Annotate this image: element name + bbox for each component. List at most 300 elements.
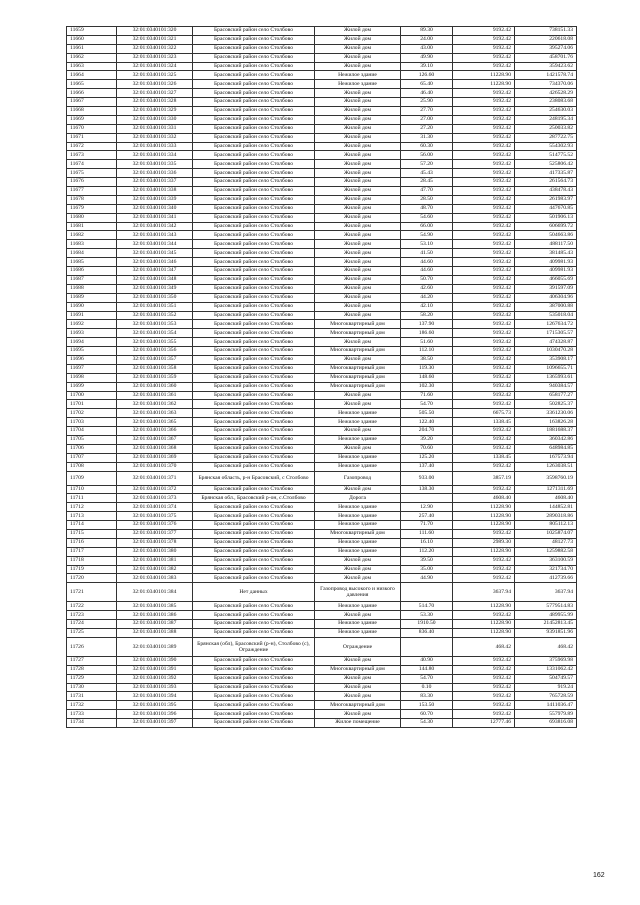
area-cell: 56.00 (401, 151, 453, 160)
area-cell: 35.00 (401, 565, 453, 574)
row-number-cell: 11663 (67, 62, 117, 71)
cadastral-number-cell: 32:01:0340101:326 (117, 80, 193, 89)
cadastral-value-cell: 504663.86 (515, 231, 577, 240)
cadastral-value-cell: 387000.88 (515, 302, 577, 311)
page-number: 162 (593, 872, 605, 879)
object-type-cell: Жилой дом (315, 151, 401, 160)
table-row (67, 453, 577, 462)
object-type-cell: Многоквартирный дом (315, 701, 401, 710)
area-cell: 0.10 (401, 683, 453, 692)
cadastral-number-cell: 32:01:0340101:370 (117, 462, 193, 471)
unit-value-cell: 11228.90 (453, 602, 515, 611)
cadastral-value-cell: 438478.43 (515, 187, 577, 196)
address-cell: Брасовский район село Столбово (193, 710, 315, 719)
table-row (67, 151, 577, 160)
unit-value-cell: 3637.94 (453, 583, 515, 602)
row-number-cell: 11710 (67, 485, 117, 494)
object-type-cell: Жилой дом (315, 169, 401, 178)
unit-value-cell: 9192.42 (453, 267, 515, 276)
object-type-cell: Жилой дом (315, 89, 401, 98)
cadastral-value-cell: 238083.68 (515, 98, 577, 107)
address-cell: Брасовский район село Столбово (193, 293, 315, 302)
address-cell: Брасовский район село Столбово (193, 512, 315, 521)
area-cell: 39.10 (401, 62, 453, 71)
row-number-cell: 11707 (67, 453, 117, 462)
row-number-cell: 11732 (67, 701, 117, 710)
row-number-cell: 11674 (67, 160, 117, 169)
object-type-cell: Жилой дом (315, 195, 401, 204)
address-cell: Брасовский район село Столбово (193, 275, 315, 284)
unit-value-cell: 9192.42 (453, 142, 515, 151)
area-cell: 48.70 (401, 204, 453, 213)
table-row (67, 293, 577, 302)
row-number-cell: 11670 (67, 124, 117, 133)
object-type-cell: Многоквартирный дом (315, 364, 401, 373)
area-cell: 89.30 (401, 27, 453, 36)
cadastral-number-cell: 32:01:0340101:350 (117, 293, 193, 302)
area-cell: 44.60 (401, 267, 453, 276)
cadastral-number-cell: 32:01:0340101:332 (117, 133, 193, 142)
table-row (67, 204, 577, 213)
table-row (67, 249, 577, 258)
unit-value-cell: 9192.42 (453, 151, 515, 160)
object-type-cell: Дорога (315, 494, 401, 503)
unit-value-cell: 9192.42 (453, 302, 515, 311)
table-row (67, 409, 577, 418)
cadastral-value-cell: 381485.43 (515, 249, 577, 258)
cadastral-value-table (66, 26, 577, 728)
row-number-cell: 11703 (67, 418, 117, 427)
table-row (67, 692, 577, 701)
object-type-cell: Жилой дом (315, 204, 401, 213)
object-type-cell: Жилой дом (315, 44, 401, 53)
table-row (67, 89, 577, 98)
address-cell: Брасовский район село Столбово (193, 409, 315, 418)
unit-value-cell: 9192.42 (453, 195, 515, 204)
object-type-cell: Многоквартирный дом (315, 373, 401, 382)
area-cell: 12.90 (401, 503, 453, 512)
object-type-cell: Жилой дом (315, 485, 401, 494)
object-type-cell: Жилой дом (315, 222, 401, 231)
unit-value-cell: 9192.42 (453, 338, 515, 347)
table-row (67, 142, 577, 151)
cadastral-number-cell: 32:01:0340101:351 (117, 302, 193, 311)
row-number-cell: 11705 (67, 435, 117, 444)
row-number-cell: 11717 (67, 547, 117, 556)
address-cell: Брасовский район село Столбово (193, 674, 315, 683)
area-cell: 46.40 (401, 89, 453, 98)
row-number-cell: 11696 (67, 355, 117, 364)
address-cell: Брасовский район село Столбово (193, 213, 315, 222)
cadastral-value-cell: 220618.08 (515, 35, 577, 44)
unit-value-cell: 9192.42 (453, 89, 515, 98)
row-number-cell: 11677 (67, 187, 117, 196)
cadastral-number-cell: 32:01:0340101:372 (117, 485, 193, 494)
area-cell: 43.00 (401, 44, 453, 53)
row-number-cell: 11668 (67, 107, 117, 116)
table-row (67, 427, 577, 436)
row-number-cell: 11678 (67, 195, 117, 204)
object-type-cell: Нежилое здание (315, 418, 401, 427)
object-type-cell: Газопровод высокого и низкого давления (315, 583, 401, 602)
cadastral-number-cell: 32:01:0340101:345 (117, 249, 193, 258)
address-cell: Брасовский район село Столбово (193, 373, 315, 382)
area-cell: 51.60 (401, 338, 453, 347)
table-row (67, 35, 577, 44)
row-number-cell: 11720 (67, 574, 117, 583)
address-cell: Брасовский район село Столбово (193, 258, 315, 267)
address-cell: Брасовский район село Столбово (193, 692, 315, 701)
area-cell: 27.00 (401, 115, 453, 124)
object-type-cell: Жилой дом (315, 62, 401, 71)
area-cell: 31.30 (401, 133, 453, 142)
cadastral-value-cell: 3361230.06 (515, 409, 577, 418)
row-number-cell: 11704 (67, 427, 117, 436)
area-cell: 204.70 (401, 427, 453, 436)
unit-value-cell: 9192.42 (453, 204, 515, 213)
address-cell: Брасовский район село Столбово (193, 187, 315, 196)
cadastral-value-cell: 426528.29 (515, 89, 577, 98)
cadastral-value-cell: 693816.08 (515, 719, 577, 728)
cadastral-number-cell: 32:01:0340101:362 (117, 400, 193, 409)
area-cell: 49.90 (401, 53, 453, 62)
object-type-cell: Жилой дом (315, 400, 401, 409)
cadastral-value-cell: 535018.04 (515, 311, 577, 320)
row-number-cell: 11698 (67, 373, 117, 382)
table-row (67, 53, 577, 62)
cadastral-value-cell: 1030470.28 (515, 347, 577, 356)
cadastral-value-cell: 167573.94 (515, 453, 577, 462)
table-row (67, 258, 577, 267)
row-number-cell: 11700 (67, 391, 117, 400)
table-row (67, 683, 577, 692)
cadastral-number-cell: 32:01:0340101:328 (117, 98, 193, 107)
cadastral-value-cell: 474328.87 (515, 338, 577, 347)
area-cell: 44.20 (401, 293, 453, 302)
cadastral-value-cell: 1881688.37 (515, 427, 577, 436)
table-row (67, 602, 577, 611)
unit-value-cell: 9192.42 (453, 213, 515, 222)
area-cell: 138.30 (401, 485, 453, 494)
unit-value-cell: 9192.42 (453, 485, 515, 494)
table-row (67, 320, 577, 329)
cadastral-number-cell: 32:01:0340101:339 (117, 195, 193, 204)
cadastral-number-cell: 32:01:0340101:388 (117, 629, 193, 638)
table-row (67, 400, 577, 409)
cadastral-number-cell: 32:01:0340101:340 (117, 204, 193, 213)
address-cell: Брасовский район село Столбово (193, 222, 315, 231)
unit-value-cell: 9192.42 (453, 400, 515, 409)
cadastral-number-cell: 32:01:0340101:360 (117, 382, 193, 391)
cadastral-value-cell: 458701.76 (515, 53, 577, 62)
area-cell: 16.10 (401, 538, 453, 547)
area-cell: 27.70 (401, 107, 453, 116)
cadastral-value-cell: 2890318.86 (515, 512, 577, 521)
cadastral-value-cell: 466055.69 (515, 275, 577, 284)
row-number-cell: 11716 (67, 538, 117, 547)
cadastral-value-cell: 409981.93 (515, 258, 577, 267)
table-row (67, 195, 577, 204)
cadastral-number-cell: 32:01:0340101:357 (117, 355, 193, 364)
object-type-cell: Нежилое здание (315, 435, 401, 444)
object-type-cell: Жилой дом (315, 311, 401, 320)
table-row (67, 485, 577, 494)
address-cell: Брасовский район село Столбово (193, 574, 315, 583)
object-type-cell: Жилой дом (315, 249, 401, 258)
address-cell: Брасовский район село Столбово (193, 602, 315, 611)
cadastral-value-cell: 360342.86 (515, 435, 577, 444)
cadastral-number-cell: 32:01:0340101:378 (117, 538, 193, 547)
row-number-cell: 11702 (67, 409, 117, 418)
object-type-cell: Нежилое здание (315, 547, 401, 556)
object-type-cell: Жилой дом (315, 692, 401, 701)
object-type-cell: Газопровод (315, 471, 401, 485)
unit-value-cell: 9192.42 (453, 347, 515, 356)
object-type-cell: Жилой дом (315, 674, 401, 683)
cadastral-value-cell: 525806.42 (515, 160, 577, 169)
row-number-cell: 11686 (67, 267, 117, 276)
area-cell: 44.60 (401, 258, 453, 267)
row-number-cell: 11666 (67, 89, 117, 98)
cadastral-value-cell: 412739.66 (515, 574, 577, 583)
table-row (67, 267, 577, 276)
table-row (67, 98, 577, 107)
address-cell: Брасовский район село Столбово (193, 142, 315, 151)
cadastral-value-cell: 1259882.58 (515, 547, 577, 556)
table-row (67, 556, 577, 565)
unit-value-cell: 9192.42 (453, 364, 515, 373)
address-cell: Брасовский район село Столбово (193, 611, 315, 620)
unit-value-cell: 9192.42 (453, 293, 515, 302)
object-type-cell: Многоквартирный дом (315, 529, 401, 538)
area-cell: 54.30 (401, 719, 453, 728)
table-row (67, 62, 577, 71)
object-type-cell: Жилой дом (315, 302, 401, 311)
address-cell: Брасовский район село Столбово (193, 124, 315, 133)
table-row (67, 160, 577, 169)
row-number-cell: 11662 (67, 53, 117, 62)
object-type-cell: Многоквартирный дом (315, 382, 401, 391)
object-type-cell: Нежилое здание (315, 503, 401, 512)
unit-value-cell: 9192.42 (453, 329, 515, 338)
area-cell: 53.10 (401, 240, 453, 249)
address-cell: Брасовский район село Столбово (193, 382, 315, 391)
row-number-cell: 11724 (67, 620, 117, 629)
area-cell: 28.45 (401, 178, 453, 187)
row-number-cell: 11693 (67, 329, 117, 338)
unit-value-cell: 9192.42 (453, 133, 515, 142)
row-number-cell: 11721 (67, 583, 117, 602)
cadastral-number-cell: 32:01:0340101:321 (117, 35, 193, 44)
area-cell: 112.20 (401, 547, 453, 556)
cadastral-value-cell: 1365993.61 (515, 373, 577, 382)
row-number-cell: 11664 (67, 71, 117, 80)
table-row (67, 665, 577, 674)
row-number-cell: 11679 (67, 204, 117, 213)
unit-value-cell: 9192.42 (453, 284, 515, 293)
area-cell: 42.60 (401, 284, 453, 293)
area-cell: 70.60 (401, 444, 453, 453)
cadastral-number-cell: 32:01:0340101:322 (117, 44, 193, 53)
table-row (67, 565, 577, 574)
address-cell: Брасовский район село Столбово (193, 44, 315, 53)
cadastral-number-cell: 32:01:0340101:363 (117, 409, 193, 418)
unit-value-cell: 9192.42 (453, 169, 515, 178)
unit-value-cell: 9192.42 (453, 35, 515, 44)
cadastral-value-cell: 261564.73 (515, 178, 577, 187)
area-cell: 53.30 (401, 611, 453, 620)
unit-value-cell: 11228.90 (453, 547, 515, 556)
row-number-cell: 11675 (67, 169, 117, 178)
row-number-cell: 11734 (67, 719, 117, 728)
address-cell: Нет данных (193, 583, 315, 602)
table-row (67, 302, 577, 311)
address-cell: Брасовский район село Столбово (193, 444, 315, 453)
object-type-cell: Жилой дом (315, 258, 401, 267)
cadastral-value-cell: 489955.99 (515, 611, 577, 620)
cadastral-number-cell: 32:01:0340101:327 (117, 89, 193, 98)
object-type-cell: Жилой дом (315, 133, 401, 142)
row-number-cell: 11681 (67, 222, 117, 231)
unit-value-cell: 9192.42 (453, 27, 515, 36)
area-cell (401, 637, 453, 656)
table-row (67, 27, 577, 36)
cadastral-number-cell: 32:01:0340101:347 (117, 267, 193, 276)
unit-value-cell: 9192.42 (453, 98, 515, 107)
row-number-cell: 11695 (67, 347, 117, 356)
object-type-cell: Жилой дом (315, 355, 401, 364)
cadastral-number-cell: 32:01:0340101:390 (117, 656, 193, 665)
row-number-cell: 11727 (67, 656, 117, 665)
cadastral-number-cell: 32:01:0340101:385 (117, 602, 193, 611)
cadastral-number-cell: 32:01:0340101:325 (117, 71, 193, 80)
cadastral-number-cell: 32:01:0340101:331 (117, 124, 193, 133)
row-number-cell: 11725 (67, 629, 117, 638)
object-type-cell: Жилой дом (315, 53, 401, 62)
cadastral-value-cell: 557979.89 (515, 710, 577, 719)
cadastral-number-cell: 32:01:0340101:387 (117, 620, 193, 629)
unit-value-cell: 9192.42 (453, 178, 515, 187)
unit-value-cell: 11228.90 (453, 521, 515, 530)
cadastral-value-cell: 9391851.96 (515, 629, 577, 638)
cadastral-number-cell: 32:01:0340101:377 (117, 529, 193, 538)
address-cell: Брасовский район село Столбово (193, 160, 315, 169)
unit-value-cell: 9192.42 (453, 240, 515, 249)
area-cell: 60.30 (401, 142, 453, 151)
row-number-cell: 11692 (67, 320, 117, 329)
area-cell: 54.90 (401, 231, 453, 240)
object-type-cell: Нежилое здание (315, 602, 401, 611)
table-row (67, 187, 577, 196)
address-cell: Брасовский район село Столбово (193, 302, 315, 311)
row-number-cell: 11730 (67, 683, 117, 692)
area-cell: 836.40 (401, 629, 453, 638)
unit-value-cell: 9192.42 (453, 187, 515, 196)
row-number-cell: 11715 (67, 529, 117, 538)
cadastral-number-cell: 32:01:0340101:333 (117, 142, 193, 151)
cadastral-number-cell: 32:01:0340101:341 (117, 213, 193, 222)
object-type-cell: Жилой дом (315, 107, 401, 116)
area-cell: 122.40 (401, 418, 453, 427)
unit-value-cell: 9192.42 (453, 115, 515, 124)
cadastral-value-cell: 1331062.42 (515, 665, 577, 674)
cadastral-number-cell: 32:01:0340101:391 (117, 665, 193, 674)
cadastral-number-cell: 32:01:0340101:384 (117, 583, 193, 602)
object-type-cell: Нежилое здание (315, 409, 401, 418)
table-row (67, 574, 577, 583)
unit-value-cell: 9192.42 (453, 665, 515, 674)
cadastral-value-cell: 21452813.45 (515, 620, 577, 629)
address-cell: Брасовский район село Столбово (193, 347, 315, 356)
table-row (67, 115, 577, 124)
unit-value-cell: 9192.42 (453, 444, 515, 453)
cadastral-number-cell: 32:01:0340101:344 (117, 240, 193, 249)
object-type-cell: Жилой дом (315, 142, 401, 151)
row-number-cell: 11709 (67, 471, 117, 485)
address-cell: Брасовский район село Столбово (193, 249, 315, 258)
cadastral-number-cell: 32:01:0340101:323 (117, 53, 193, 62)
row-number-cell: 11667 (67, 98, 117, 107)
address-cell: Брасовский район село Столбово (193, 53, 315, 62)
table-row (67, 521, 577, 530)
cadastral-number-cell: 32:01:0340101:383 (117, 574, 193, 583)
cadastral-number-cell: 32:01:0340101:355 (117, 338, 193, 347)
object-type-cell: Жилой дом (315, 556, 401, 565)
row-number-cell: 11719 (67, 565, 117, 574)
cadastral-number-cell: 32:01:0340101:359 (117, 373, 193, 382)
object-type-cell: Жилой дом (315, 391, 401, 400)
row-number-cell: 11729 (67, 674, 117, 683)
address-cell: Брасовский район село Столбово (193, 35, 315, 44)
unit-value-cell: 9192.42 (453, 574, 515, 583)
object-type-cell: Нежилое здание (315, 512, 401, 521)
object-type-cell: Жилой дом (315, 574, 401, 583)
cadastral-value-cell: 409981.93 (515, 267, 577, 276)
row-number-cell: 11708 (67, 462, 117, 471)
area-cell: 25.90 (401, 98, 453, 107)
row-number-cell: 11718 (67, 556, 117, 565)
object-type-cell: Жилой дом (315, 231, 401, 240)
area-cell: 58.20 (401, 311, 453, 320)
unit-value-cell: 9192.42 (453, 258, 515, 267)
area-cell: 148.60 (401, 373, 453, 382)
unit-value-cell: 9192.42 (453, 427, 515, 436)
cadastral-number-cell: 32:01:0340101:395 (117, 701, 193, 710)
cadastral-number-cell: 32:01:0340101:330 (117, 115, 193, 124)
area-cell: 24.00 (401, 35, 453, 44)
area-cell: 27.20 (401, 124, 453, 133)
object-type-cell: Жилой дом (315, 267, 401, 276)
object-type-cell: Жилой дом (315, 293, 401, 302)
table-row (67, 364, 577, 373)
area-cell: 505.50 (401, 409, 453, 418)
row-number-cell: 11682 (67, 231, 117, 240)
area-cell: 112.10 (401, 347, 453, 356)
address-cell: Брасовский район село Столбово (193, 98, 315, 107)
cadastral-value-cell: 321734.70 (515, 565, 577, 574)
address-cell: Брасовский район село Столбово (193, 538, 315, 547)
table-row (67, 418, 577, 427)
cadastral-value-cell: 1411036.47 (515, 701, 577, 710)
row-number-cell: 11661 (67, 44, 117, 53)
object-type-cell: Жилой дом (315, 656, 401, 665)
area-cell: 111.60 (401, 529, 453, 538)
area-cell: 933.00 (401, 471, 453, 485)
table-row (67, 620, 577, 629)
unit-value-cell: 11228.90 (453, 71, 515, 80)
object-type-cell: Жилой дом (315, 683, 401, 692)
cadastral-value-cell: 163826.28 (515, 418, 577, 427)
